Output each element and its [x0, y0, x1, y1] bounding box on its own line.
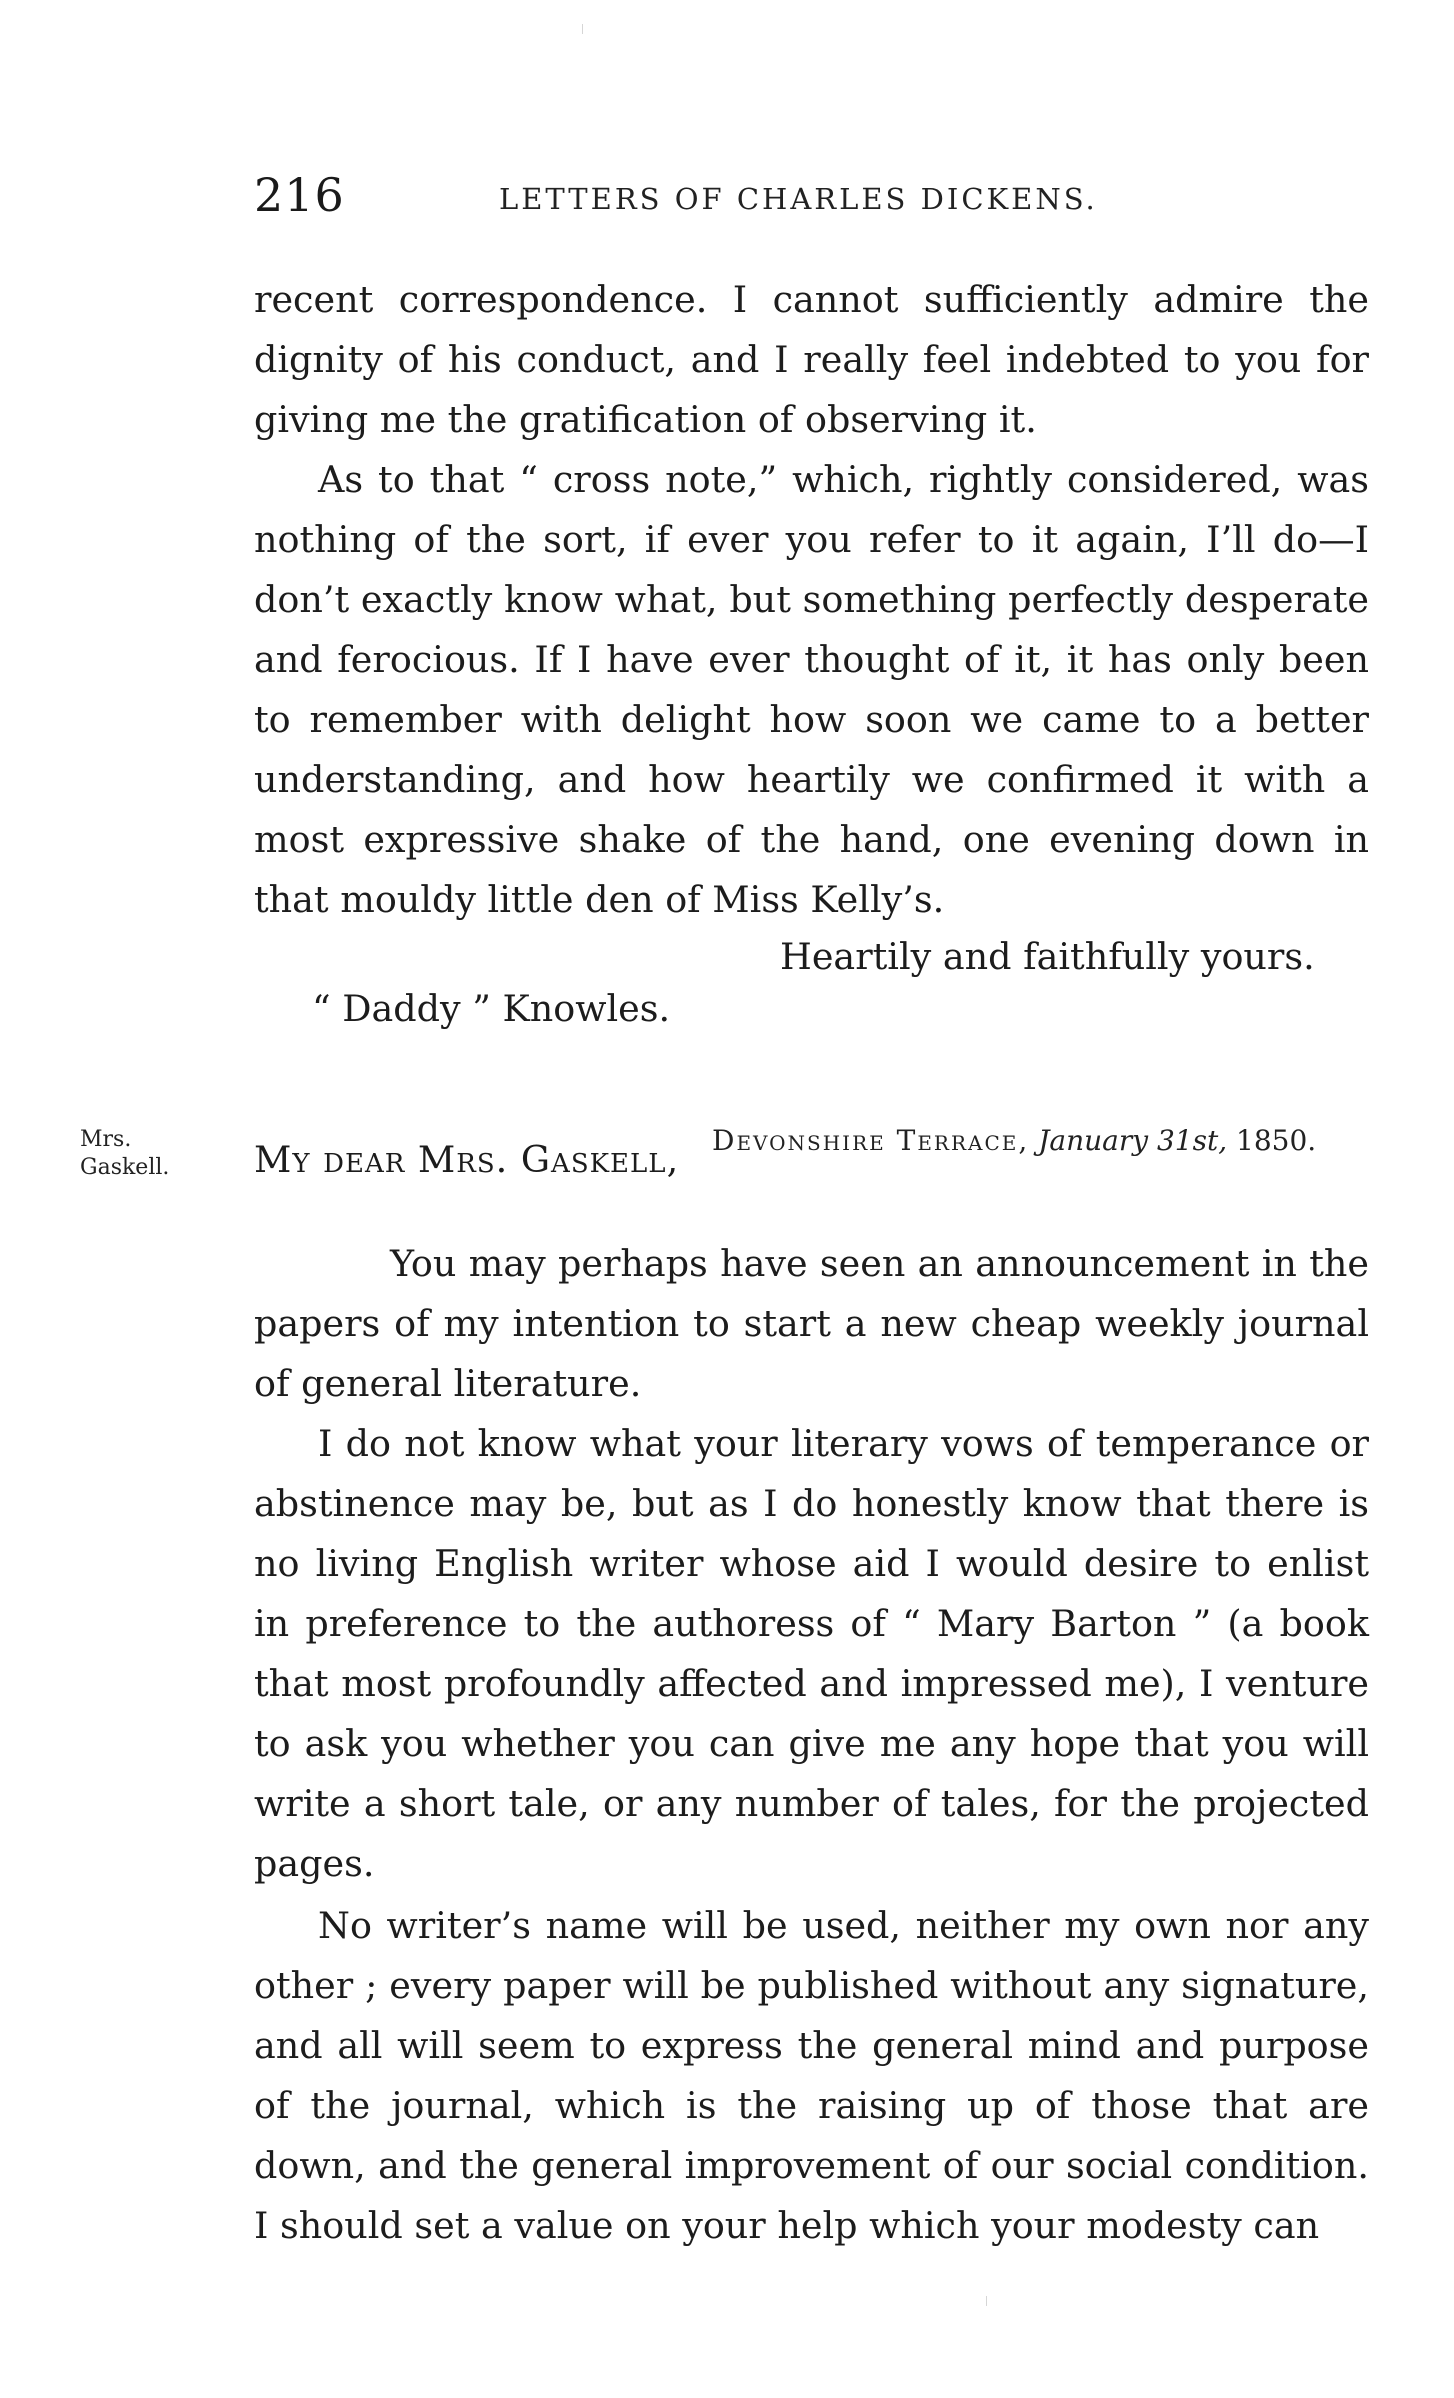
letter-two-salutation: My dear Mrs. Gaskell,: [254, 1138, 680, 1181]
letter-one-paragraph: recent correspondence. I cannot sufficiently admire the dignity of his conduct, and I really feel indebted to you for giving me the gratification of observing it.: [254, 278, 1369, 441]
dateline-year: 1850.: [1236, 1124, 1317, 1157]
margin-note-name: Gaskell.: [80, 1155, 170, 1180]
dateline-place: Devonshire Terrace,: [712, 1124, 1030, 1157]
running-head: [254, 168, 1374, 228]
letter-one-body: [254, 270, 1369, 930]
letter-two-paragraph: I do not know what your literary vows of temperance or abstinence may be, but as I do honestly know that there is no living English writer whose aid I would desire to enlist in preference to the authoress of “ Mary Barton ” (a book that most profoundly affected and impressed me), I venture to ask you whether you can give me any hope that you will write a short tale, or any number of tales, for the projected pages.: [254, 1422, 1369, 1885]
scan-speck: [582, 24, 583, 34]
letter-two-body: [254, 1234, 1369, 2256]
letter-one-closing: Heartily and faithfully yours.: [780, 935, 1315, 978]
letter-one-addressee: “ Daddy ” Knowles.: [312, 987, 671, 1030]
dateline-date: January 31st,: [1038, 1124, 1228, 1157]
letter-two-paragraph: You may perhaps have seen an announcement in the papers of my intention to start a new cheap weekly journal of general literature.: [254, 1242, 1369, 1405]
letter-one-paragraph: As to that “ cross note,” which, rightly considered, was nothing of the sort, if ever you refer to it again, I’ll do—I don’t exactly know what, but something perfectly desperate and ferocious. If I have ever thought of it, it has only been to remember with delight how soon we came to a better understanding, and how heartily we confirmed it with a most expressive shake of the hand, one evening down in that mouldy little den of Miss Kelly’s.: [254, 458, 1369, 921]
letter-two-paragraph: No writer’s name will be used, neither my own nor any other ; every paper will be published without any signature, and all will seem to express the general mind and purpose of the journal, which is the raising up of those that are down, and the general improvement of our social condition. I should set a value on your help which your modesty can: [254, 1904, 1369, 2247]
letter-two-dateline: [712, 1124, 1316, 1157]
margin-note-title: Mrs.: [80, 1127, 132, 1152]
scan-speck: [986, 2296, 987, 2306]
running-title: LETTERS OF CHARLES DICKENS.: [499, 182, 1098, 216]
margin-note: [80, 1126, 169, 1182]
page-number: 216: [254, 168, 345, 222]
